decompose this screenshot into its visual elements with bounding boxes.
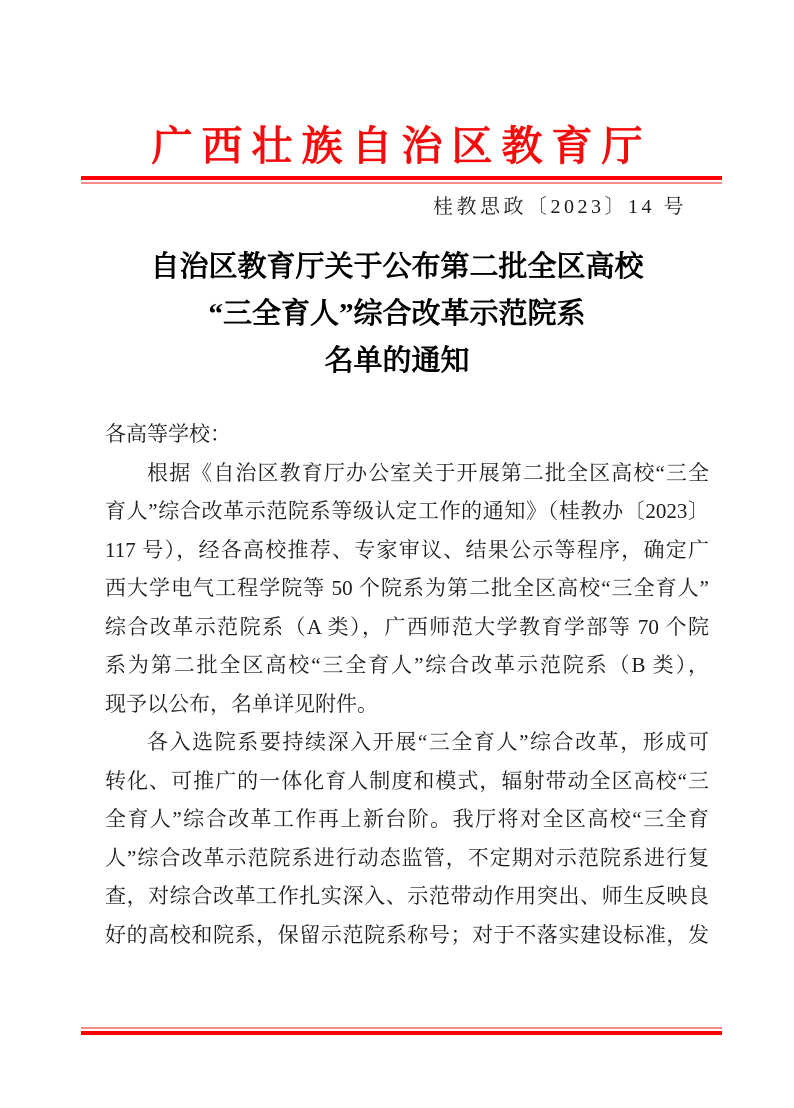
body-line: 117 号），经各高校推荐、专家审议、结果公示等程序，确定广: [105, 537, 709, 562]
footer-divider-line: [81, 1027, 722, 1035]
body-line: 好的高校和院系，保留示范院系称号；对于不落实建设标准，发: [105, 922, 709, 947]
body-line: 查，对综合改革工作扎实深入、示范带动作用突出、师生反映良: [105, 884, 709, 908]
notice-title-line-1: 自治区教育厅关于公布第二批全区高校: [150, 251, 644, 283]
notice-title-line-3: 名单的通知: [324, 345, 470, 377]
notice-title: [0, 244, 794, 385]
body-line: 系为第二批全区高校“三全育人”综合改革示范院系（B 类），: [105, 653, 709, 677]
body-line: 各入选院系要持续深入开展“三全育人”综合改革，形成可: [147, 730, 709, 754]
body-line: 转化、可推广的一体化育人制度和模式，辐射带动全区高校“三: [105, 768, 709, 793]
body-line: 西大学电气工程学院等 50 个院系为第二批全区高校“三全育人”: [105, 576, 709, 600]
body-line: 人”综合改革示范院系进行动态监管，不定期对示范院系进行复: [105, 845, 709, 870]
document-reference-number: 桂教思政〔2023〕14 号: [433, 196, 687, 218]
body-line: 全育人”综合改革工作再上新台阶。我厅将对全区高校“三全育: [105, 807, 709, 831]
body-line: 现予以公布，名单详见附件。: [105, 691, 378, 716]
header-divider-line: [81, 176, 722, 184]
salutation-line: 各高等学校：: [105, 422, 231, 446]
agency-letterhead-title: 广西壮族自治区教育厅: [151, 123, 652, 169]
notice-title-line-2: “三全育人”综合改革示范院系: [208, 298, 586, 330]
notice-body: [105, 415, 709, 954]
body-line: 育人”综合改革示范院系等级认定工作的通知》（桂教办〔2023〕: [105, 499, 709, 523]
body-line: 根据《自治区教育厅办公室关于开展第二批全区高校“三全: [147, 460, 709, 485]
body-line: 综合改革示范院系（A 类），广西师范大学教育学部等 70 个院: [105, 614, 709, 639]
